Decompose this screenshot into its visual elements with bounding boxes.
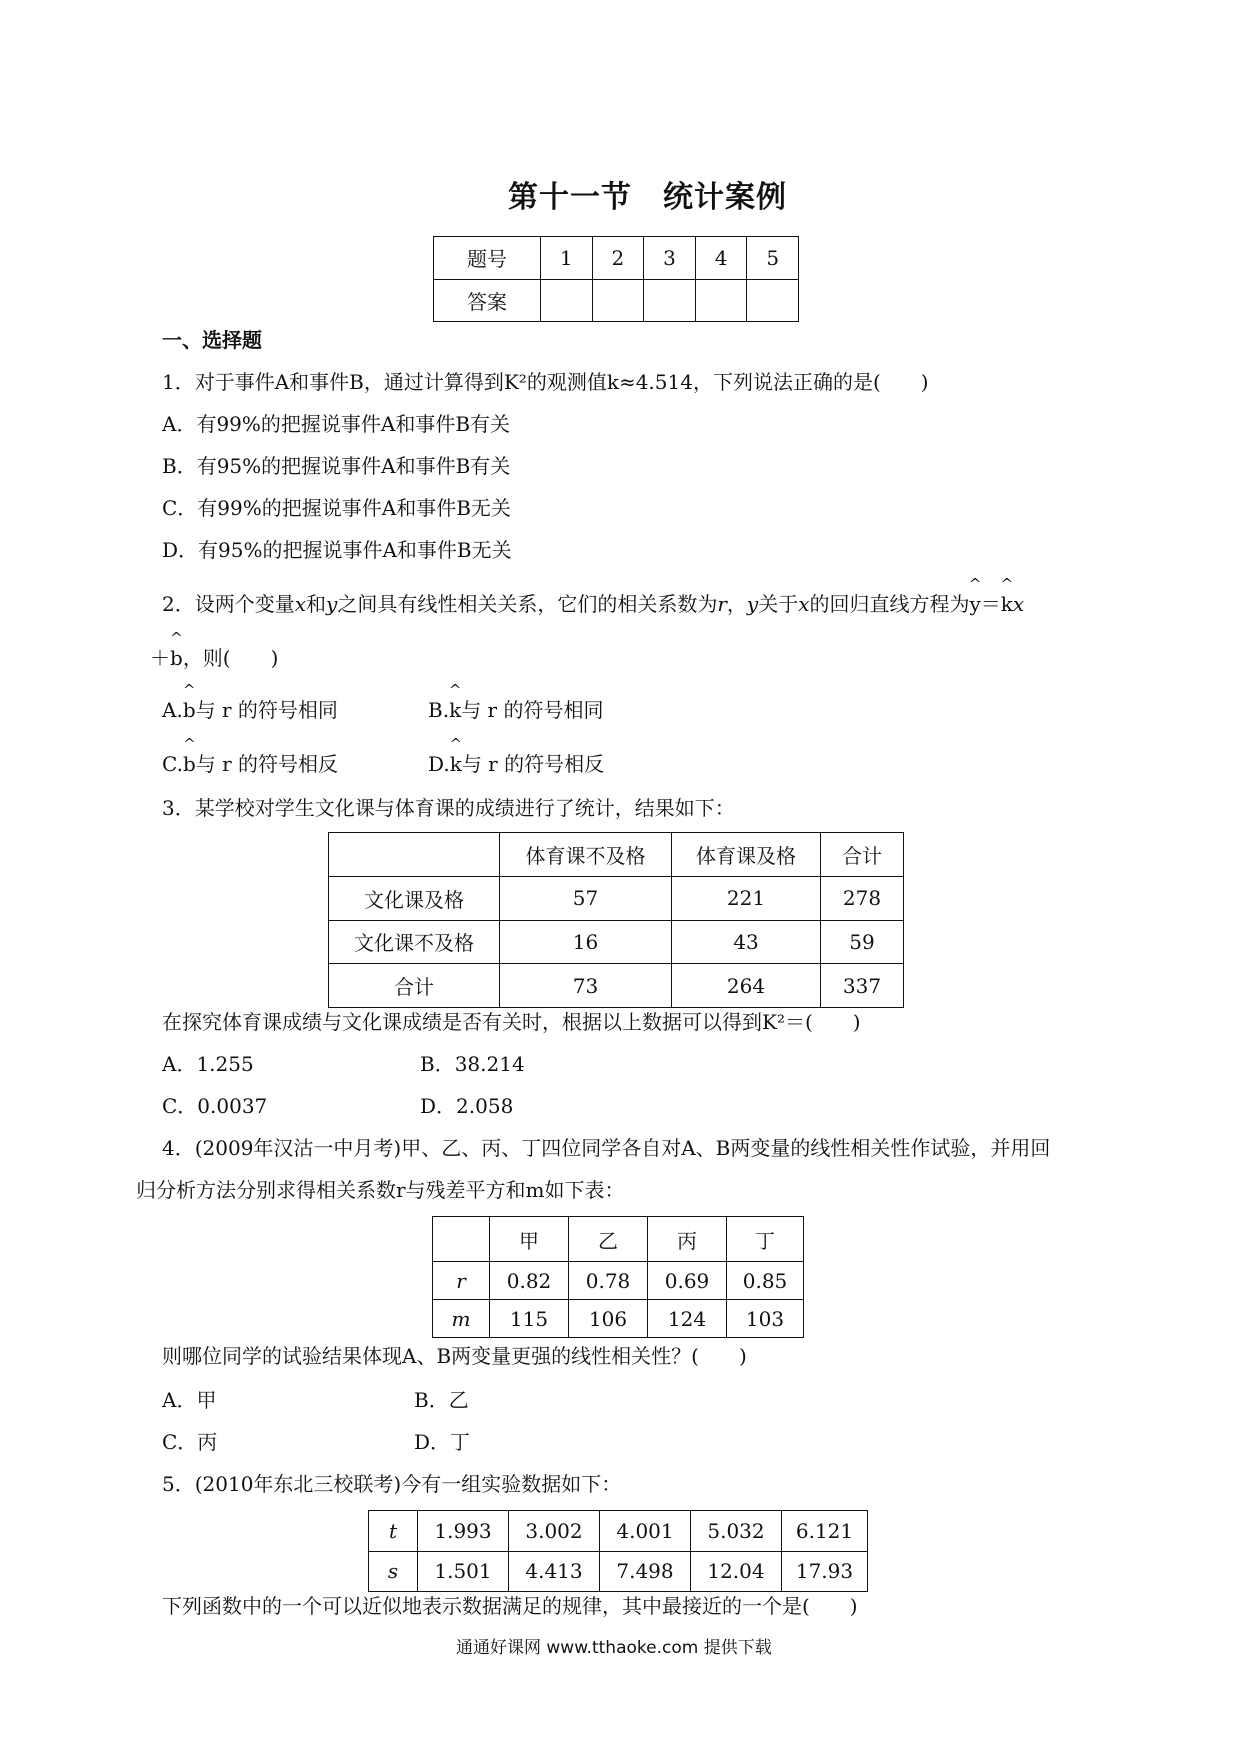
table-cell: 337 xyxy=(821,964,904,1008)
page-title: 第十一节 统计案例 xyxy=(508,180,787,215)
table-cell: 文化课不及格 xyxy=(329,920,500,964)
question-3-stem: 3．某学校对学生文化课与体育课的成绩进行了统计，结果如下： xyxy=(162,796,735,820)
table-cell: 2 xyxy=(592,237,644,280)
table-row xyxy=(329,876,904,920)
table-cell: 17.93 xyxy=(782,1551,868,1592)
table-cell: 4.413 xyxy=(509,1551,600,1592)
table-cell: m xyxy=(433,1300,490,1338)
table-row xyxy=(433,1300,804,1338)
section-heading: 一、选择题 xyxy=(162,328,262,352)
table-cell: 3.002 xyxy=(509,1511,600,1552)
question-2-stem-line1: 2．设两个变量x和y之间具有线性相关关系，它们的相关系数为r，y关于x的回归直线方程为^ y＝^ kx xyxy=(162,592,1024,616)
table-cell: t xyxy=(369,1511,418,1552)
table-cell: 5 xyxy=(747,237,799,280)
question-2-option-d: D.^ k与 r 的符号相反 xyxy=(428,752,604,776)
table-cell: 0.69 xyxy=(648,1262,727,1300)
question-2-stem-line2: ＋^ b，则( ) xyxy=(150,646,278,670)
answer-cell[interactable] xyxy=(747,279,799,322)
answer-table xyxy=(433,236,799,322)
table-row xyxy=(329,964,904,1008)
table-cell: 4.001 xyxy=(600,1511,691,1552)
table-header: 体育课不及格 xyxy=(500,833,672,877)
table-cell: 题号 xyxy=(434,237,541,280)
table-row xyxy=(369,1551,868,1592)
question-4-option-c: C．丙 xyxy=(162,1430,218,1454)
table-cell: 16 xyxy=(500,920,672,964)
question-4-option-b: B．乙 xyxy=(414,1388,469,1412)
question-3-table xyxy=(328,832,904,1008)
question-1-option-c: C．有99%的把握说事件A和事件B无关 xyxy=(162,496,511,520)
table-row xyxy=(433,1262,804,1300)
table-cell: 103 xyxy=(727,1300,804,1338)
table-header: 合计 xyxy=(821,833,904,877)
table-cell: 5.032 xyxy=(691,1511,782,1552)
question-1-option-d: D．有95%的把握说事件A和事件B无关 xyxy=(162,538,512,562)
table-row xyxy=(434,279,799,322)
table-cell: 124 xyxy=(648,1300,727,1338)
y-hat: ^ y xyxy=(969,592,980,616)
answer-cell[interactable] xyxy=(644,279,696,322)
table-cell: 59 xyxy=(821,920,904,964)
question-4-stem-line1: 4．(2009年汉沽一中月考)甲、乙、丙、丁四位同学各自对A、B两变量的线性相关性作试验，并用回 xyxy=(162,1136,1051,1160)
question-2-option-b: B.^ k与 r 的符号相同 xyxy=(428,698,603,722)
question-4-option-a: A．甲 xyxy=(162,1388,217,1412)
table-row xyxy=(369,1511,868,1552)
table-cell: 57 xyxy=(500,876,672,920)
answer-cell[interactable] xyxy=(541,279,593,322)
question-5-stem: 5．(2010年东北三校联考)今有一组实验数据如下： xyxy=(162,1472,622,1496)
table-cell: r xyxy=(433,1262,490,1300)
table-cell: 106 xyxy=(569,1300,648,1338)
table-cell: 1 xyxy=(541,237,593,280)
question-1-stem: 1．对于事件A和事件B，通过计算得到K²的观测值k≈4.514，下列说法正确的是( ) xyxy=(162,370,929,394)
table-header: 体育课及格 xyxy=(672,833,821,877)
table-cell: 0.82 xyxy=(490,1262,569,1300)
table-cell: 3 xyxy=(644,237,696,280)
question-1-option-b: B．有95%的把握说事件A和事件B有关 xyxy=(162,454,511,478)
question-3-question: 在探究体育课成绩与文化课成绩是否有关时，根据以上数据可以得到K²＝( ) xyxy=(162,1010,861,1034)
answer-cell[interactable] xyxy=(592,279,644,322)
table-cell: 278 xyxy=(821,876,904,920)
question-4-table xyxy=(432,1216,804,1338)
table-cell: 6.121 xyxy=(782,1511,868,1552)
answer-cell[interactable] xyxy=(695,279,747,322)
table-cell: 文化课及格 xyxy=(329,876,500,920)
table-cell: 73 xyxy=(500,964,672,1008)
table-row xyxy=(329,920,904,964)
table-header xyxy=(433,1217,490,1262)
table-row xyxy=(433,1217,804,1262)
question-1-option-a: A．有99%的把握说事件A和事件B有关 xyxy=(162,412,511,436)
table-header: 丙 xyxy=(648,1217,727,1262)
table-row xyxy=(434,237,799,280)
question-5-question: 下列函数中的一个可以近似地表示数据满足的规律，其中最接近的一个是( ) xyxy=(162,1594,858,1618)
b-hat: ^ b xyxy=(170,646,183,670)
question-2-option-c: C.^ b与 r 的符号相反 xyxy=(162,752,338,776)
table-cell: 0.85 xyxy=(727,1262,804,1300)
question-3-option-a: A．1.255 xyxy=(162,1052,254,1076)
question-2-option-a: A.^ b与 r 的符号相同 xyxy=(162,698,338,722)
table-row xyxy=(329,833,904,877)
table-cell: 1.501 xyxy=(418,1551,509,1592)
question-3-option-b: B．38.214 xyxy=(420,1052,525,1076)
question-3-option-d: D．2.058 xyxy=(420,1094,514,1118)
table-cell: 221 xyxy=(672,876,821,920)
table-cell: 1.993 xyxy=(418,1511,509,1552)
question-4-option-d: D．丁 xyxy=(414,1430,471,1454)
page-footer: 通通好课网 www.tthaoke.com 提供下载 xyxy=(456,1638,772,1658)
question-5-table xyxy=(368,1510,868,1592)
table-cell: 4 xyxy=(695,237,747,280)
table-cell: 43 xyxy=(672,920,821,964)
table-header: 丁 xyxy=(727,1217,804,1262)
table-cell: 12.04 xyxy=(691,1551,782,1592)
table-cell: 0.78 xyxy=(569,1262,648,1300)
table-header xyxy=(329,833,500,877)
question-4-stem-line2: 归分析方法分别求得相关系数r与残差平方和m如下表： xyxy=(136,1178,625,1202)
table-cell: s xyxy=(369,1551,418,1592)
table-cell: 答案 xyxy=(434,279,541,322)
table-header: 甲 xyxy=(490,1217,569,1262)
question-3-option-c: C．0.0037 xyxy=(162,1094,268,1118)
table-header: 乙 xyxy=(569,1217,648,1262)
table-cell: 合计 xyxy=(329,964,500,1008)
table-cell: 115 xyxy=(490,1300,569,1338)
table-cell: 264 xyxy=(672,964,821,1008)
question-4-question: 则哪位同学的试验结果体现A、B两变量更强的线性相关性？( ) xyxy=(162,1344,747,1368)
k-hat: ^ k xyxy=(1001,592,1013,616)
table-cell: 7.498 xyxy=(600,1551,691,1592)
